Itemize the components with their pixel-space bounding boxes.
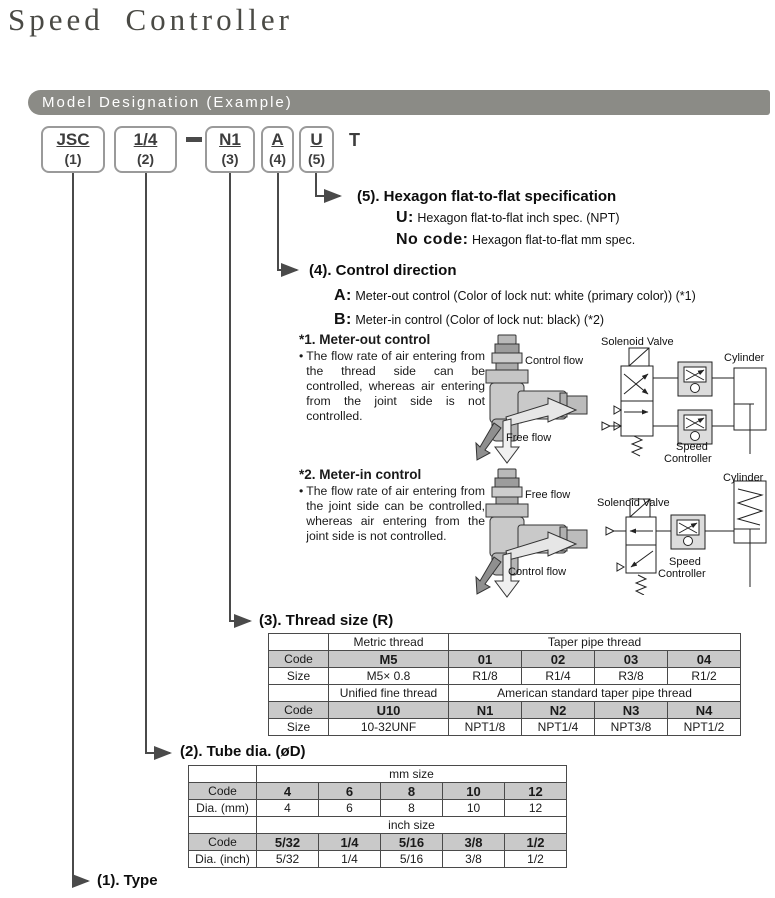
model-code-label: 1/4 xyxy=(133,130,158,149)
blank-cell xyxy=(269,634,329,651)
model-designation-header: Model Designation (Example) xyxy=(28,90,770,115)
flow-label-bottom: Free flow xyxy=(506,432,552,444)
model-suffix: T xyxy=(349,130,360,150)
spec3-heading: (3). Thread size (R) xyxy=(259,612,394,629)
model-box-tube-dia xyxy=(114,126,177,173)
model-code-label: U xyxy=(310,130,323,149)
row-label: Size xyxy=(269,719,329,736)
code-cell: 1/2 xyxy=(505,834,567,851)
model-num-label: (5) xyxy=(307,151,326,167)
code-cell: 5/16 xyxy=(381,834,443,851)
code-cell: 04 xyxy=(668,651,741,668)
model-box-hexagon-spec xyxy=(299,126,334,173)
code-cell: N4 xyxy=(668,702,741,719)
speed-controller-label: Speed xyxy=(676,441,708,453)
size-cell: NPT1/4 xyxy=(522,719,595,736)
spec1-heading: (1). Type xyxy=(97,872,158,889)
blank-cell xyxy=(189,817,257,834)
size-cell: NPT3/8 xyxy=(595,719,668,736)
size-cell: R1/4 xyxy=(522,668,595,685)
code-cell: N3 xyxy=(595,702,668,719)
note1-heading: *1. Meter-out control xyxy=(299,332,431,347)
dia-cell: 5/32 xyxy=(257,851,319,868)
note1-text: The flow rate of air entering from the thread side can be controlled, whereas air entering from the joint side is not controlled. xyxy=(306,349,485,423)
cylinder-label: Cylinder xyxy=(723,472,764,484)
spec5-item-nocode xyxy=(396,231,635,249)
code-cell: M5 xyxy=(329,651,449,668)
group-header: mm size xyxy=(257,766,567,783)
size-cell: R1/2 xyxy=(668,668,741,685)
code-cell: 02 xyxy=(522,651,595,668)
dia-cell: 1/4 xyxy=(319,851,381,868)
table-row xyxy=(269,651,741,668)
bullet: • xyxy=(299,349,304,363)
model-box-control-direction xyxy=(261,126,294,173)
solenoid-valve-label: Solenoid Valve xyxy=(597,497,670,509)
model-num-label: (2) xyxy=(136,151,155,167)
row-label: Code xyxy=(269,702,329,719)
group-header: Metric thread xyxy=(329,634,449,651)
code-cell: 6 xyxy=(319,783,381,800)
row-label: Code xyxy=(189,834,257,851)
spec4-item-a xyxy=(334,287,696,305)
spec5-item-code: No code: xyxy=(396,231,469,248)
spec5-heading: (5). Hexagon flat-to-flat specification xyxy=(357,188,617,205)
spec5-item-desc: Hexagon flat-to-flat inch spec. (NPT) xyxy=(417,211,620,225)
page-title: Speed Controller xyxy=(8,2,293,37)
group-header: American standard taper pipe thread xyxy=(449,685,741,702)
spec4-item-code: A: xyxy=(334,287,352,304)
row-label: Code xyxy=(269,651,329,668)
table-row xyxy=(269,719,741,736)
table-row xyxy=(189,834,567,851)
table-row xyxy=(189,783,567,800)
spec4-item-code: B: xyxy=(334,311,352,328)
flow-label-top: Free flow xyxy=(525,489,571,501)
speed-controller-label: Speed xyxy=(669,556,701,568)
code-cell: 3/8 xyxy=(443,834,505,851)
code-cell: 1/4 xyxy=(319,834,381,851)
size-cell: M5× 0.8 xyxy=(329,668,449,685)
code-cell: 10 xyxy=(443,783,505,800)
dia-cell: 5/16 xyxy=(381,851,443,868)
meter-out-fitting-diagram xyxy=(448,333,603,465)
code-cell: N2 xyxy=(522,702,595,719)
size-cell: NPT1/2 xyxy=(668,719,741,736)
bullet: • xyxy=(299,484,304,498)
dia-cell: 6 xyxy=(319,800,381,817)
meter-in-fitting-diagram xyxy=(448,467,603,599)
note2-heading: *2. Meter-in control xyxy=(299,467,422,482)
row-label: Dia. (mm) xyxy=(189,800,257,817)
code-cell: 01 xyxy=(449,651,522,668)
table-row xyxy=(269,702,741,719)
spec2-heading: (2). Tube dia. (øD) xyxy=(180,743,306,760)
dia-cell: 10 xyxy=(443,800,505,817)
tube-dia-table xyxy=(188,765,567,868)
spec4-item-b xyxy=(334,311,604,329)
group-header: Taper pipe thread xyxy=(449,634,741,651)
spec5-item-u xyxy=(396,209,620,227)
table-row xyxy=(189,817,567,834)
code-cell: 5/32 xyxy=(257,834,319,851)
speed-controller-label: Controller xyxy=(664,453,712,465)
table-row xyxy=(269,668,741,685)
blank-cell xyxy=(269,685,329,702)
table-row xyxy=(269,634,741,651)
row-label: Size xyxy=(269,668,329,685)
model-num-label: (1) xyxy=(64,151,82,167)
model-num-label: (3) xyxy=(221,151,239,167)
model-num-label: (4) xyxy=(268,151,287,167)
size-cell: 10-32UNF xyxy=(329,719,449,736)
size-cell: NPT1/8 xyxy=(449,719,522,736)
code-cell: 4 xyxy=(257,783,319,800)
model-dash xyxy=(186,137,202,142)
code-cell: 12 xyxy=(505,783,567,800)
spec4-item-desc: Meter-in control (Color of lock nut: black) (*2) xyxy=(355,313,605,327)
code-cell: U10 xyxy=(329,702,449,719)
solenoid-valve-label: Solenoid Valve xyxy=(601,336,674,348)
flow-label-bottom: Control flow xyxy=(508,566,567,578)
code-cell: 03 xyxy=(595,651,668,668)
model-code-label: A xyxy=(271,130,284,149)
dia-cell: 1/2 xyxy=(505,851,567,868)
speed-controller-label: Controller xyxy=(658,568,706,580)
dia-cell: 12 xyxy=(505,800,567,817)
group-header: inch size xyxy=(257,817,567,834)
model-box-type xyxy=(41,126,105,173)
table-row xyxy=(269,685,741,702)
dia-cell: 3/8 xyxy=(443,851,505,868)
row-label: Code xyxy=(189,783,257,800)
model-code-label: JSC xyxy=(56,130,90,149)
table-row xyxy=(189,851,567,868)
model-code-label: N1 xyxy=(219,130,241,149)
code-cell: 8 xyxy=(381,783,443,800)
table-row xyxy=(189,800,567,817)
spec4-heading: (4). Control direction xyxy=(309,262,457,279)
dia-cell: 4 xyxy=(257,800,319,817)
table-row xyxy=(189,766,567,783)
size-cell: R3/8 xyxy=(595,668,668,685)
thread-size-table xyxy=(268,633,741,736)
cylinder-label: Cylinder xyxy=(724,352,765,364)
size-cell: R1/8 xyxy=(449,668,522,685)
spec5-item-desc: Hexagon flat-to-flat mm spec. xyxy=(471,233,636,247)
flow-label-top: Control flow xyxy=(525,355,584,367)
blank-cell xyxy=(189,766,257,783)
group-header: Unified fine thread xyxy=(329,685,449,702)
dia-cell: 8 xyxy=(381,800,443,817)
model-box-thread-size xyxy=(205,126,255,173)
spec4-item-desc: Meter-out control (Color of lock nut: white (primary color)) (*1) xyxy=(355,289,696,303)
spec5-item-code: U: xyxy=(396,209,414,226)
note2-text: The flow rate of air entering from the joint side can be controlled, whereas air entering from the joint side is not controlled. xyxy=(306,484,485,543)
code-cell: N1 xyxy=(449,702,522,719)
row-label: Dia. (inch) xyxy=(189,851,257,868)
